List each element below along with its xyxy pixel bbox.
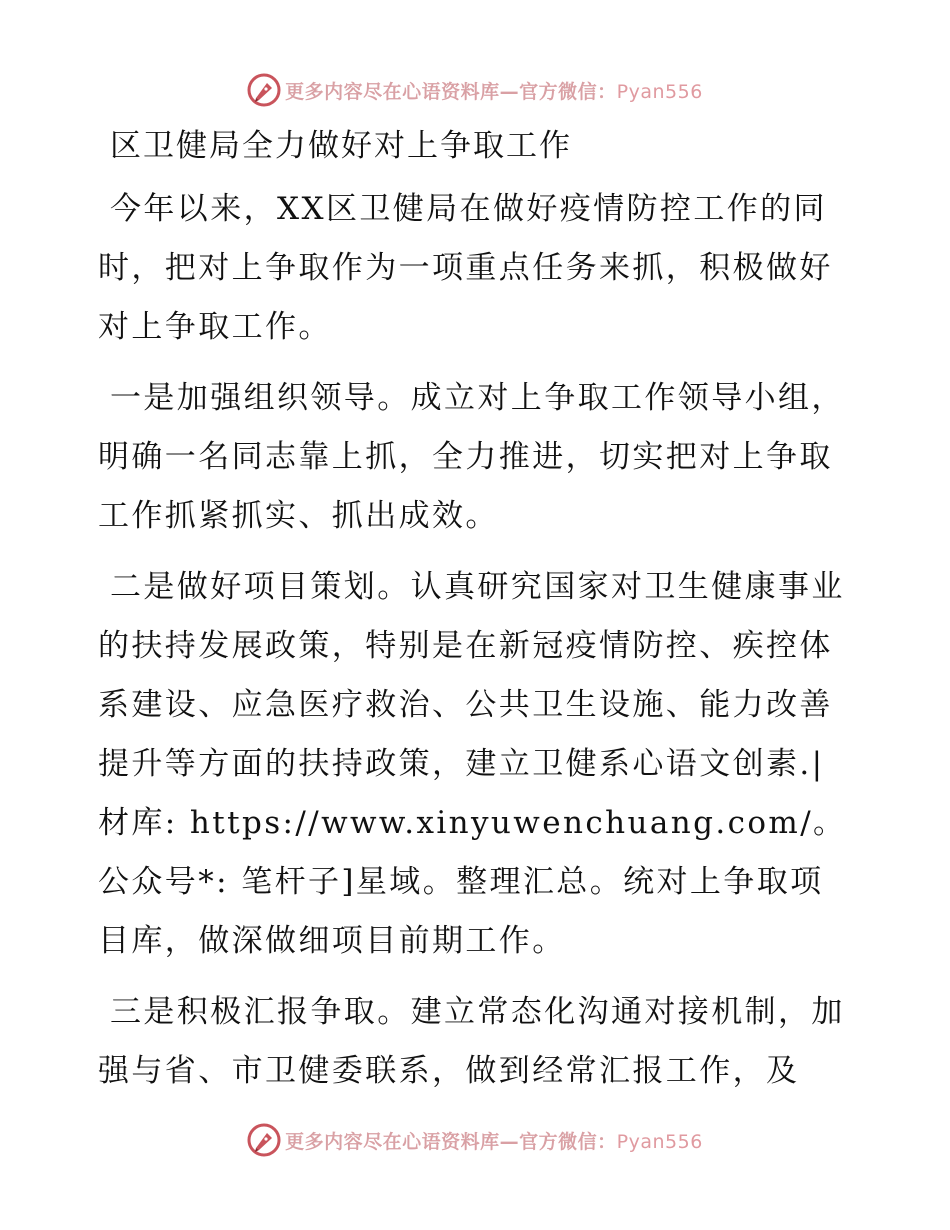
watermark-text: 更多内容尽在心语资料库—官方微信： (285, 1130, 617, 1153)
paragraph-point-three: 三是积极汇报争取。建立常态化沟通对接机制，加强与省、市卫健委联系，做到经常汇报工作，及 (98, 994, 845, 1089)
pen-nib-logo-icon (247, 73, 281, 107)
document-title: 区卫健局全力做好对上争取工作 (110, 128, 572, 164)
header-watermark (0, 70, 950, 110)
watermark-text: 更多内容尽在心语资料库—官方微信： (285, 80, 617, 103)
document-body (98, 120, 850, 1113)
watermark-handle: Pyan556 (616, 80, 703, 103)
footer-watermark (0, 1120, 950, 1160)
paragraph-intro: 今年以来，XX区卫健局在做好疫情防控工作的同时，把对上争取作为一项重点任务来抓，积极做好对上争取工作。 (98, 191, 833, 345)
watermark-handle: Pyan556 (616, 1130, 703, 1153)
paragraph-point-two: 二是做好项目策划。认真研究国家对卫生健康事业的扶持发展政策，特别是在新冠疫情防控、疾控体系建设、应急医疗救治、公共卫生设施、能力改善提升等方面的扶持政策，建立卫健系心语文创素.|材库: https://www.xinyuwenchuang.com/。公众号*: 笔杆子]星域。整理汇总。统对上争取项目库，做深做细项目前期工作。 (98, 569, 847, 959)
paragraph-point-one: 一是加强组织领导。成立对上争取工作领导小组，明确一名同志靠上抓，全力推进，切实把对上争取工作抓紧抓实、抓出成效。 (98, 380, 845, 534)
pen-nib-logo-icon (247, 1123, 281, 1157)
